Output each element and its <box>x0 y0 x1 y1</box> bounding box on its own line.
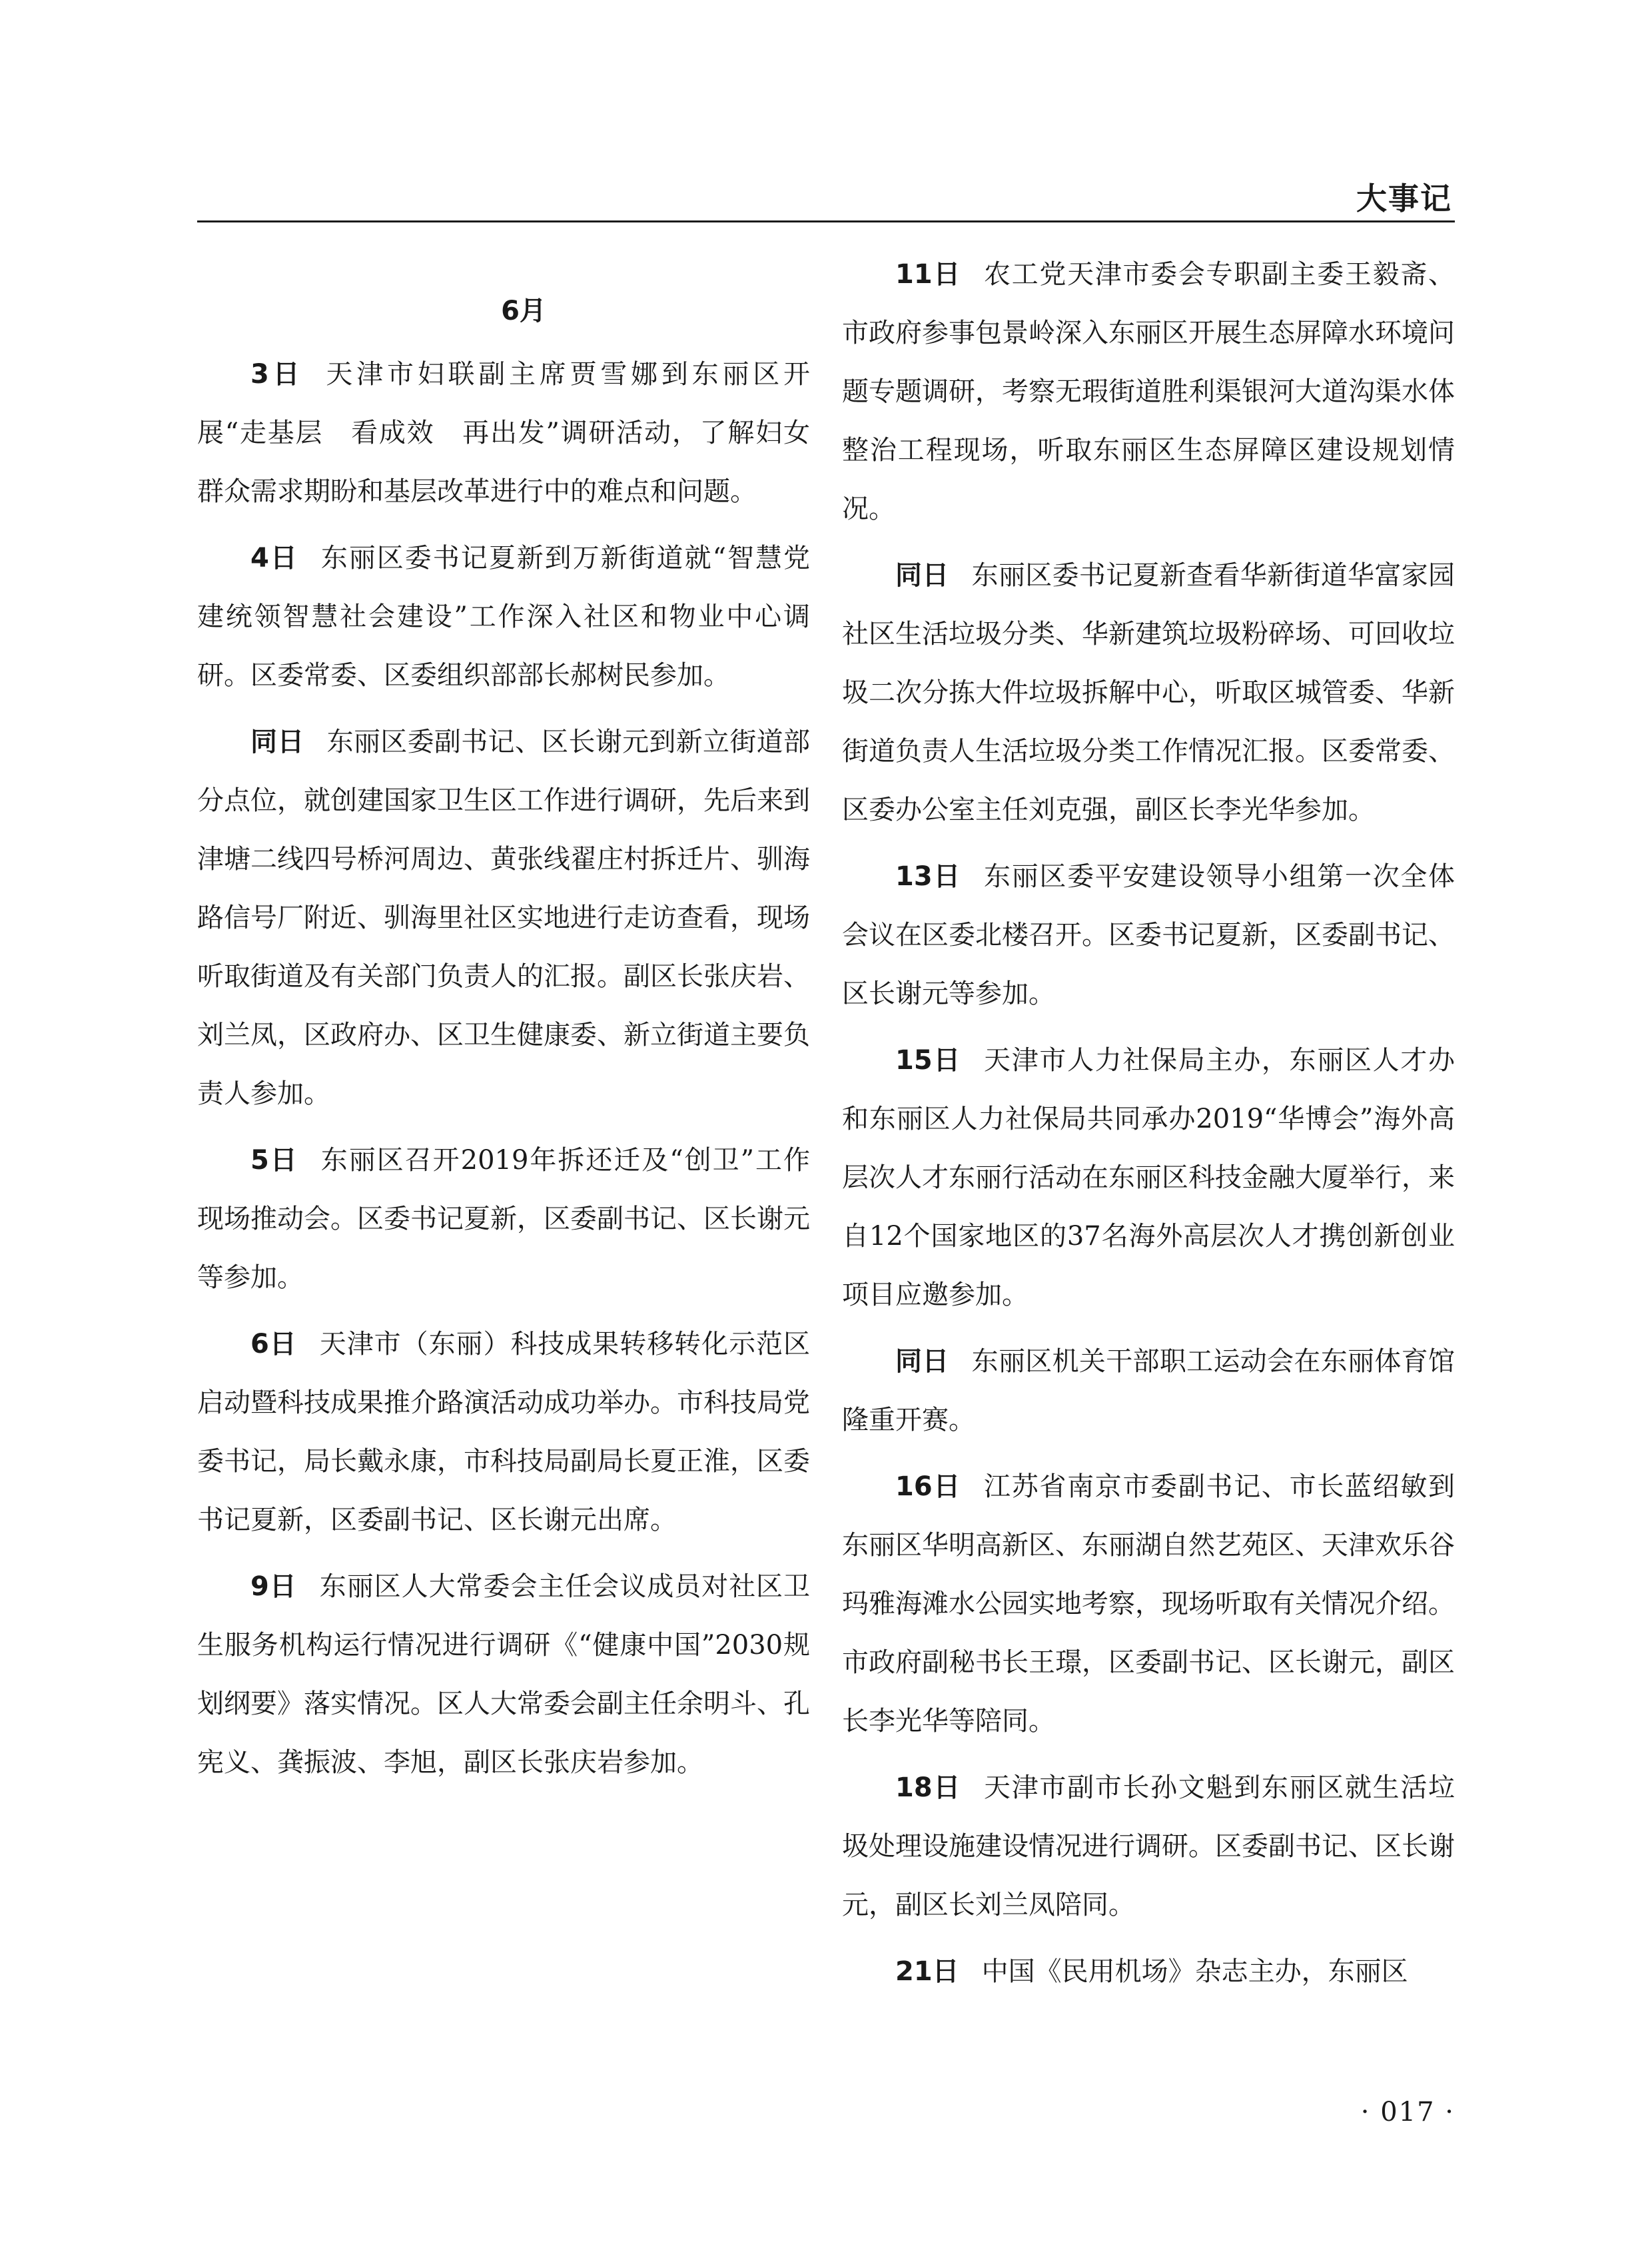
entry-text: 东丽区委副书记、区长谢元到新立街道部分点位，就创建国家卫生区工作进行调研，先后来到津塘二线四号桥河周边、黄张线翟庄村拆迁片、驯海路信号厂附近、驯海里社区实地进行走访查看，现场听取街道及有关部门负责人的汇报。副区长张庆岩、刘兰凤，区政府办、区卫生健康委、新立街道主要负责人参加。 <box>197 727 811 1109</box>
entry <box>842 1031 1455 1324</box>
entry-date: 21日 <box>895 1956 959 1987</box>
entry <box>842 1758 1455 1934</box>
entry-text: 农工党天津市委会专职副主委王毅斋、市政府参事包景岭深入东丽区开展生态屏障水环境问题专题调研，考察无瑕街道胜利渠银河大道沟渠水体整治工程现场，听取东丽区生态屏障区建设规划情况。 <box>842 259 1455 524</box>
entry-date: 同日 <box>250 727 304 757</box>
entry <box>197 713 810 1123</box>
entry <box>197 1131 810 1307</box>
entry-text: 东丽区召开2019年拆还迁及“创卫”工作现场推动会。区委书记夏新，区委副书记、区长谢元等参加。 <box>197 1145 810 1293</box>
entry-text: 天津市副市长孙文魁到东丽区就生活垃圾处理设施建设情况进行调研。区委副书记、区长谢元，副区长刘兰凤陪同。 <box>842 1772 1455 1920</box>
entry-date: 13日 <box>895 861 962 892</box>
entry-date: 15日 <box>895 1045 962 1076</box>
left-column <box>197 245 810 1800</box>
entry-date: 16日 <box>895 1471 962 1502</box>
entry-text: 东丽区人大常委会主任会议成员对社区卫生服务机构运行情况进行调研《“健康中国”2030规划纲要》落实情况。区人大常委会副主任余明斗、孔宪义、龚振波、李旭，副区长张庆岩参加。 <box>197 1571 810 1778</box>
entry <box>842 546 1455 839</box>
entry-date: 9日 <box>250 1571 297 1602</box>
entry <box>842 245 1455 538</box>
entry <box>842 1942 1455 2001</box>
entry-text: 天津市（东丽）科技成果转移转化示范区启动暨科技成果推介路演活动成功举办。市科技局党委书记，局长戴永康，市科技局副局长夏正淮，区委书记夏新，区委副书记、区长谢元出席。 <box>197 1329 810 1535</box>
entry-text: 东丽区机关干部职工运动会在东丽体育馆隆重开赛。 <box>842 1346 1455 1435</box>
month-heading: 6月 <box>501 296 546 326</box>
entry-date: 18日 <box>895 1772 962 1803</box>
running-head: 大事记 <box>1356 181 1452 216</box>
entry-date: 同日 <box>895 560 949 591</box>
entry-text: 天津市妇联副主席贾雪娜到东丽区开展“走基层 看成效 再出发”调研活动，了解妇女群众需求期盼和基层改革进行中的难点和问题。 <box>197 359 810 507</box>
entry <box>842 1457 1455 1750</box>
header-rule <box>197 220 1455 222</box>
entry-date: 11日 <box>895 259 962 290</box>
page-number: · 017 · <box>1360 2097 1455 2127</box>
entry-text: 江苏省南京市委副书记、市长蓝绍敏到东丽区华明高新区、东丽湖自然艺苑区、天津欢乐谷玛雅海滩水公园实地考察，现场听取有关情况介绍。市政府副秘书长王璟，区委副书记、区长谢元，副区长李光华等陪同。 <box>842 1471 1455 1736</box>
entry-date: 6日 <box>250 1329 297 1359</box>
entry-text: 东丽区委平安建设领导小组第一次全体会议在区委北楼召开。区委书记夏新，区委副书记、区长谢元等参加。 <box>842 861 1455 1009</box>
entry <box>197 529 810 705</box>
entry <box>197 1315 810 1549</box>
right-column <box>842 245 1455 2009</box>
entry <box>197 1557 810 1792</box>
entry-date: 3日 <box>250 359 304 390</box>
entry-text: 中国《民用机场》杂志主办，东丽区 <box>981 1956 1408 1987</box>
entry <box>842 847 1455 1023</box>
entry-text: 东丽区委书记夏新到万新街道就“智慧党建统领智慧社会建设”工作深入社区和物业中心调研。区委常委、区委组织部部长郝树民参加。 <box>197 543 810 691</box>
entry-date: 同日 <box>895 1346 949 1377</box>
entry-date: 4日 <box>250 543 298 573</box>
entry-text: 天津市人力社保局主办，东丽区人才办和东丽区人力社保局共同承办2019“华博会”海外高层次人才东丽行活动在东丽区科技金融大厦举行，来自12个国家地区的37名海外高层次人才携创新创业项目应邀参加。 <box>842 1045 1455 1310</box>
entry-date: 5日 <box>250 1145 298 1176</box>
entry <box>842 1332 1455 1449</box>
entry <box>197 345 810 521</box>
entry-text: 东丽区委书记夏新查看华新街道华富家园社区生活垃圾分类、华新建筑垃圾粉碎场、可回收垃圾二次分拣大件垃圾拆解中心，听取区城管委、华新街道负责人生活垃圾分类工作情况汇报。区委常委、区委办公室主任刘克强，副区长李光华参加。 <box>842 560 1455 825</box>
